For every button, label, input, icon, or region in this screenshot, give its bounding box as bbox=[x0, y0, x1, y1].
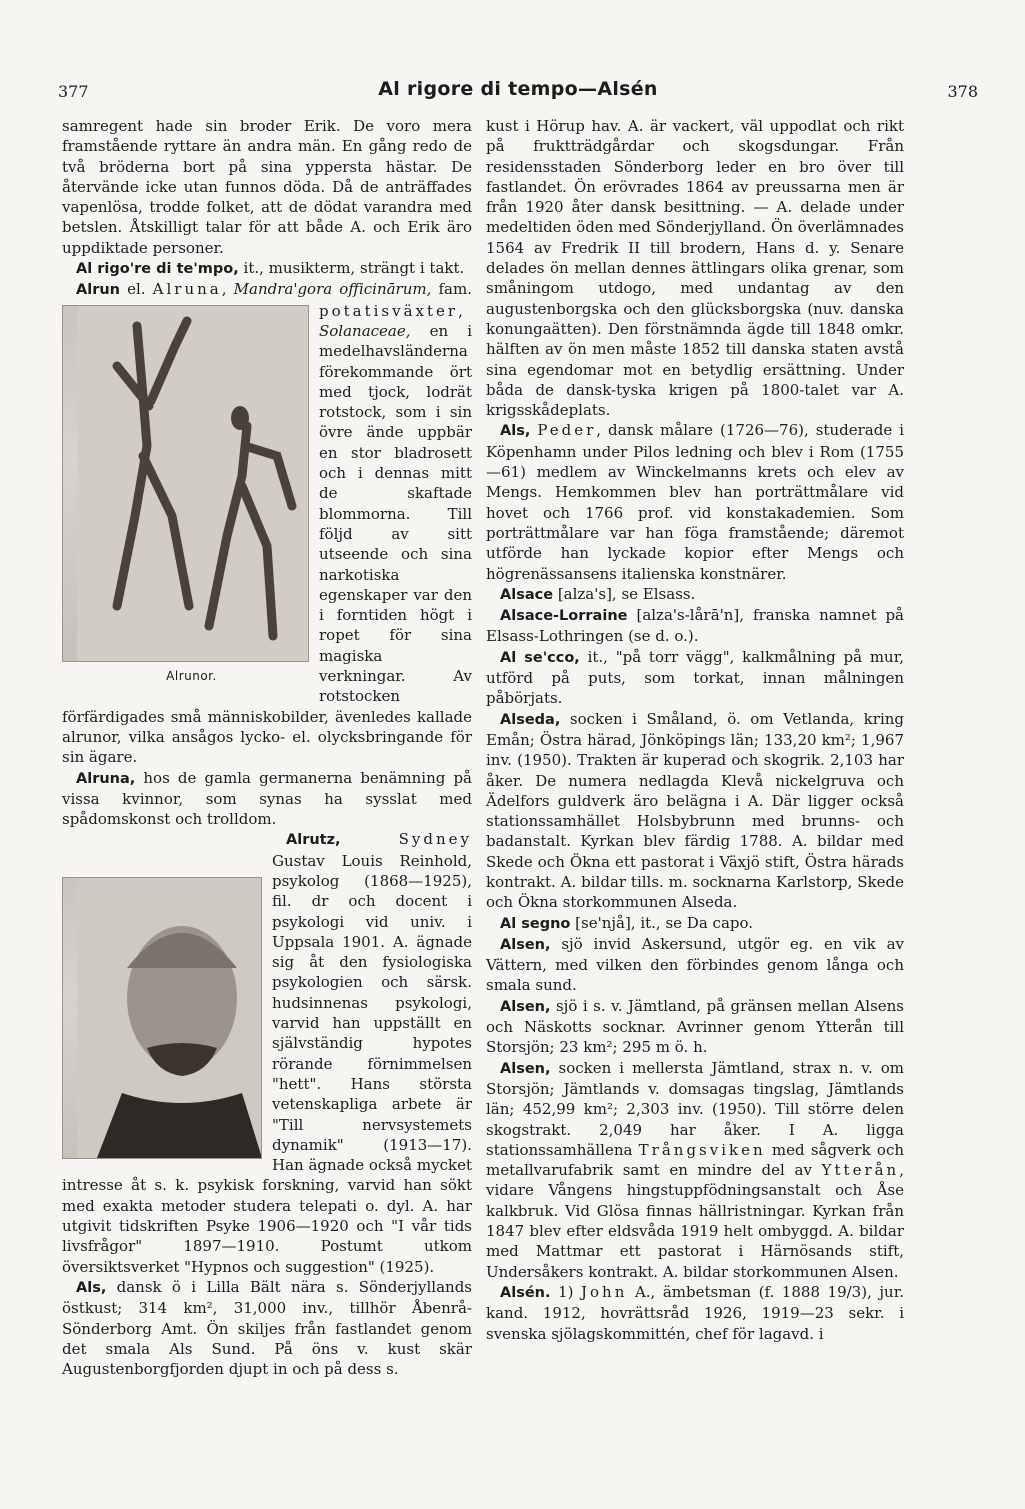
headword: Al se'cco, bbox=[500, 649, 580, 666]
headword: Alsen, bbox=[500, 1060, 551, 1077]
entry-al-segno: Al segno [se'njå], it., se Da capo. bbox=[500, 913, 754, 932]
entry-al-secco: Al se'cco, it., "på torr vägg", kalkmålning på mur, utförd på puts, som torkat, innan målningen påbörjats. bbox=[486, 647, 904, 708]
entry-alseda: Alseda, socken i Småland, ö. om Vetlanda, kring Emån; Östra härad, Jönköpings län; 133,20 km²; 1,967 inv. (1950). Trakten är kuperad och skogrik. 2,103 har åker. De numera nedlagda Klevå nickelgruva och Ädelfors guldverk äro belägna i A. Där ligger också stationssamhället Holsbybrunn med brunns- och badanstalt. Kyrkan blev färdig 1788. A. bildar med Skede och Ökna ett pastorat i Växjö stift, Östra härads kontrakt. A. bildar tills. m. socknarna Karlstorp, Skede och Ökna storkommunen Alseda. bbox=[486, 709, 904, 912]
entry-als-continuation: kust i Hörup hav. A. är vackert, väl uppodlat och rikt på fruktträdgårdar och skogsdungar. Från residensstaden Sönderborg leder en bro över till fastlandet. Ön erövrades 1864 av preussarna men är från 1920 åter dansk besittning. — A. delade under medeltiden öden med Sönderjylland. Ön överlämnades 1564 av Fredrik II till brodern, Hans d. y. Senare delades ön mellan dennes ättlingars olika grenar, som småningom utdogo, med undantag av den augustenborgska och den glücksborgska (nuv. danska konungaätten). Den förstnämnda ägde till 1848 omkr. hälften av ön men måste 1852 till danska staten avstå sina egendomar mot en betydlig ersättning. Under båda de dansk-tyska krigen på 1800-talet var A. krigsskådeplats. bbox=[486, 117, 904, 420]
entry-alrutz: Alrutz, Sydney Gustav Louis Reinhold, psykolog (1868—1925), fil. dr och docent i psykologi vid univ. i Uppsala 1901. A. ägnade sig åt den fysiologiska psykologien och särsk. hudsinnenas psykologi, varvid han uppställt en självständig hypotes rörande förnimmelsen "hett". Hans största vetenskapliga arbete är "Till nervsystemets dynamik" (1913—17). Han ägnade också mycket intresse åt s. k. psykisk forskning, varvid han sökt med exakta metoder studera telepati o. dyl. A. har utgivit tidskriften Psyke 1906—1920 och "I vår tids livsfrågor" 1897—1910. Postumt utkom översiktsverket "Hypnos och suggestion" (1925). bbox=[62, 830, 472, 1276]
entry-alrun: Alrun el. Alruna, Mandra'gora officinārum, fam. Alrunor. potatisväxter, Solanaceae, en i medelhavsländerna förekommande ört med tjock, lodrät rotstock, som i sin övre ände uppbär en stor bladrosett och i dennas mitt de skaftade blommorna. Till följd av sitt utseende och sina narkotiska egenskaper var den i forntiden högt i ropet för sina magiska verkningar. Av rotstocken förfärdigades små människobilder, ävenledes kallade alrunor, vilka ansågos lycko- el. olycksbringande för sin ägare. bbox=[62, 280, 472, 767]
left-column bbox=[62, 116, 472, 1379]
headword: Alsace bbox=[500, 586, 554, 603]
headword: Alrutz, bbox=[286, 832, 341, 849]
entry-alsace-lorraine: Alsace-Lorraine [alza's-lårā'n], franska namnet på Elsass-Lothringen (se d. o.). bbox=[486, 606, 904, 646]
entry-alruna: Alruna, hos de gamla germanerna benämning på vissa kvinnor, som synas ha sysslat med spådomskonst och trolldom. bbox=[62, 768, 472, 829]
entry-alsen-john: Alsén. 1) John A., ämbetsman (f. 1888 19/3), jur. kand. 1912, hovrättsråd 1926, 1919—23 sekr. i svenska sjölagskommittén, chef för lagavd. i bbox=[486, 1282, 904, 1343]
page-header bbox=[58, 78, 978, 108]
entry-al-rigore: Al rigo're di te'mpo, it., musikterm, strängt i takt. bbox=[76, 259, 465, 278]
mandrake-root-figures-image bbox=[62, 305, 309, 662]
headword: Alseda, bbox=[500, 711, 561, 728]
running-head: Al rigore di tempo—Alsén bbox=[378, 78, 658, 100]
headword: Als, bbox=[76, 1279, 107, 1296]
entry-alsen-parish: Alsen, socken i mellersta Jämtland, strax n. v. om Storsjön; Jämtlands v. domsagas tingslag, Jämtlands län; 452,99 km²; 2,303 inv. (1950). Till större delen skogstrakt. 2,049 har åker. I A. ligga stationssamhällena Trångsviken med sågverk och metallvarufabrik samt en mindre del av Ytterån, vidare Vångens hingstuppfödningsanstalt och Åse kalkbruk. Vid Glösa finnas hällristningar. Kyrkan från 1847 blev efter eldsvåda 1919 helt ombyggd. A. bildar med Mattmar ett pastorat i Härnösands stift, Undersåkers kontrakt. A. bildar storkommunen Alsen. bbox=[486, 1058, 905, 1281]
portrait-illustration bbox=[77, 878, 262, 1158]
headword: Alsen, bbox=[500, 936, 551, 953]
entry-als: Als, dansk ö i Lilla Bält nära s. Sönderjyllands östkust; 314 km², 31,000 inv., tillhör Åbenrå-Sönderborg Amt. Ön skiljes från fastlandet genom det smala Als Sund. På öns v. kust skär Augustenborgfjorden djupt in och på dess s. bbox=[62, 1277, 472, 1379]
entry-als-peder: Als, Peder, dansk målare (1726—76), studerade i Köpenhamn under Pilos ledning och blev i Rom (1755—61) medlem av Winckelmanns krets och elev av Mengs. Hemkommen blev han porträttmålare vid hovet och 1766 prof. vid konstakademien. Som porträttmålare var han föga framstående; däremot utförde han lyckade kopior efter Mengs och högrenässansens italienska konstnärer. bbox=[486, 421, 904, 583]
right-column bbox=[486, 116, 904, 1344]
entry-alsace: Alsace [alza's], se Elsass. bbox=[500, 584, 696, 603]
page-number-right: 378 bbox=[947, 82, 978, 101]
entry-continuation: samregent hade sin broder Erik. De voro mera framstående ryttare än andra män. En gång redo de två bröderna bort på sina yppersta hästar. De återvände icke utan funnos döda. Då de anträffades vapenlösa, trodde folket, att de dödat varandra med betslen. Åtskilligt talar för att både A. och Erik äro uppdiktade personer. bbox=[62, 117, 472, 257]
page-number-left: 377 bbox=[58, 82, 89, 101]
entry-alsen-lake-2: Alsen, sjö i s. v. Jämtland, på gränsen mellan Alsens och Näskotts socknar. Avrinner genom Ytterån till Storsjön; 23 km²; 295 m ö. h. bbox=[486, 996, 904, 1057]
headword: Al rigo're di te'mpo, bbox=[76, 261, 239, 278]
entry-alsen-lake-1: Alsen, sjö invid Askersund, utgör eg. en vik av Vättern, med vilken den förbindes genom långa och smala sund. bbox=[486, 934, 904, 995]
portrait-photo bbox=[62, 877, 262, 1159]
headword: Alruna, bbox=[76, 770, 136, 787]
headword: Alsén. bbox=[500, 1284, 551, 1301]
mandrake-root-illustration bbox=[77, 306, 309, 661]
headword: Als, bbox=[500, 423, 531, 440]
headword: Al segno bbox=[500, 915, 571, 932]
figure-portrait-alrutz bbox=[62, 877, 260, 1159]
headword: Alsen, bbox=[500, 998, 551, 1015]
headword: Alrun bbox=[76, 282, 120, 299]
headword: Alsace-Lorraine bbox=[500, 608, 628, 625]
figure-alrunor bbox=[62, 305, 307, 686]
figure-caption: Alrunor. bbox=[166, 668, 217, 683]
